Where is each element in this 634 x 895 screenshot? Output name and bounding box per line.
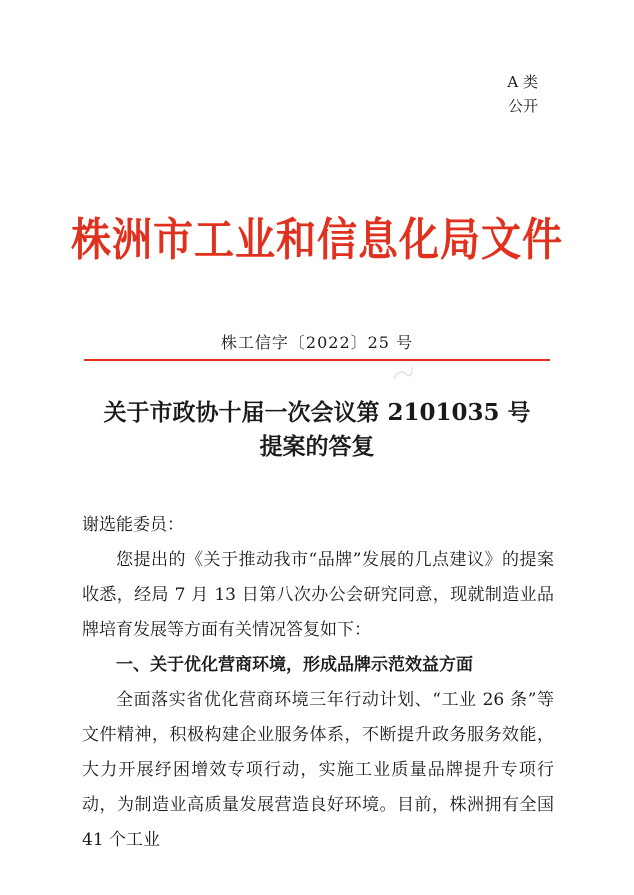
classification-block <box>507 70 538 118</box>
section-heading-1: 一、关于优化营商环境，形成品牌示范效益方面 <box>116 655 473 675</box>
salutation: 谢选能委员： <box>82 515 184 535</box>
paragraph-2: 全面落实省优化营商环境三年行动计划、“工业 26 条”等文件精神，积极构建企业服务体系，不断提升政务服务效能，大力开展纾困增效专项行动，实施工业质量品牌提升专项行动，为制造业高质量发展营造良好环境。目前，株洲拥有全国 41 个工业 <box>82 690 554 850</box>
agency-title: 株洲市工业和信息化局文件 <box>71 214 563 267</box>
faint-mark <box>392 364 414 382</box>
paragraph-1: 您提出的《关于推动我市“品牌”发展的几点建议》的提案收悉，经局 7 月 13 日第八次办公会研究同意，现就制造业品牌培育发展等方面有关情况答复如下： <box>82 550 554 640</box>
document-number: 株工信字〔2022〕25 号 <box>220 333 414 352</box>
title-line-1: 关于市政协十届一次会议第 2101035 号 <box>103 399 531 426</box>
body-text <box>82 508 554 858</box>
red-divider <box>84 359 550 361</box>
category-label: A 类 <box>507 73 538 91</box>
disclosure-label: 公开 <box>507 97 538 115</box>
title-line-2: 提案的答复 <box>259 433 375 460</box>
document-title <box>0 396 634 464</box>
